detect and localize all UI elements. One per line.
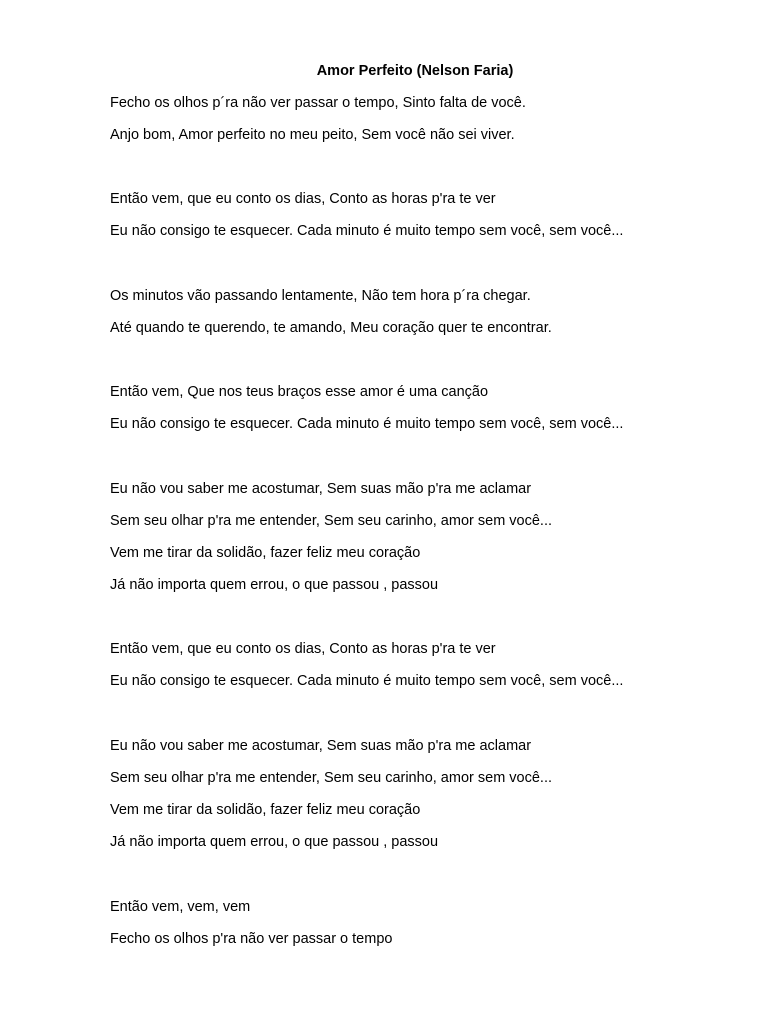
- lyric-line: Fecho os olhos p'ra não ver passar o tempo: [110, 931, 393, 947]
- lyric-line: Até quando te querendo, te amando, Meu coração quer te encontrar.: [110, 320, 552, 336]
- lyric-line: Vem me tirar da solidão, fazer feliz meu coração: [110, 545, 421, 561]
- lyric-line: Eu não consigo te esquecer. Cada minuto é muito tempo sem você, sem você...: [110, 416, 624, 432]
- lyric-line: Eu não vou saber me acostumar, Sem suas mão p'ra me aclamar: [110, 738, 532, 754]
- lyric-line: Então vem, vem, vem: [110, 899, 251, 915]
- lyric-line: Já não importa quem errou, o que passou , passou: [110, 834, 439, 850]
- lyric-line: Então vem, que eu conto os dias, Conto as horas p'ra te ver: [110, 191, 496, 207]
- lyric-line: Já não importa quem errou, o que passou , passou: [110, 577, 439, 593]
- lyric-line: Sem seu olhar p'ra me entender, Sem seu carinho, amor sem você...: [110, 770, 553, 786]
- lyric-line: Sem seu olhar p'ra me entender, Sem seu carinho, amor sem você...: [110, 513, 553, 529]
- lyric-line: Fecho os olhos p´ra não ver passar o tempo, Sinto falta de você.: [110, 95, 526, 111]
- lyric-line: Então vem, Que nos teus braços esse amor é uma canção: [110, 384, 489, 400]
- song-title: Amor Perfeito (Nelson Faria): [316, 63, 514, 79]
- lyric-line: Eu não vou saber me acostumar, Sem suas mão p'ra me aclamar: [110, 481, 532, 497]
- lyric-line: Então vem, que eu conto os dias, Conto as horas p'ra te ver: [110, 641, 496, 657]
- lyric-line: Os minutos vão passando lentamente, Não tem hora p´ra chegar.: [110, 288, 531, 304]
- lyric-line: Vem me tirar da solidão, fazer feliz meu coração: [110, 802, 421, 818]
- lyric-line: Eu não consigo te esquecer. Cada minuto é muito tempo sem você, sem você...: [110, 223, 624, 239]
- lyric-line: Eu não consigo te esquecer. Cada minuto é muito tempo sem você, sem você...: [110, 673, 624, 689]
- lyric-line: Anjo bom, Amor perfeito no meu peito, Sem você não sei viver.: [110, 127, 515, 143]
